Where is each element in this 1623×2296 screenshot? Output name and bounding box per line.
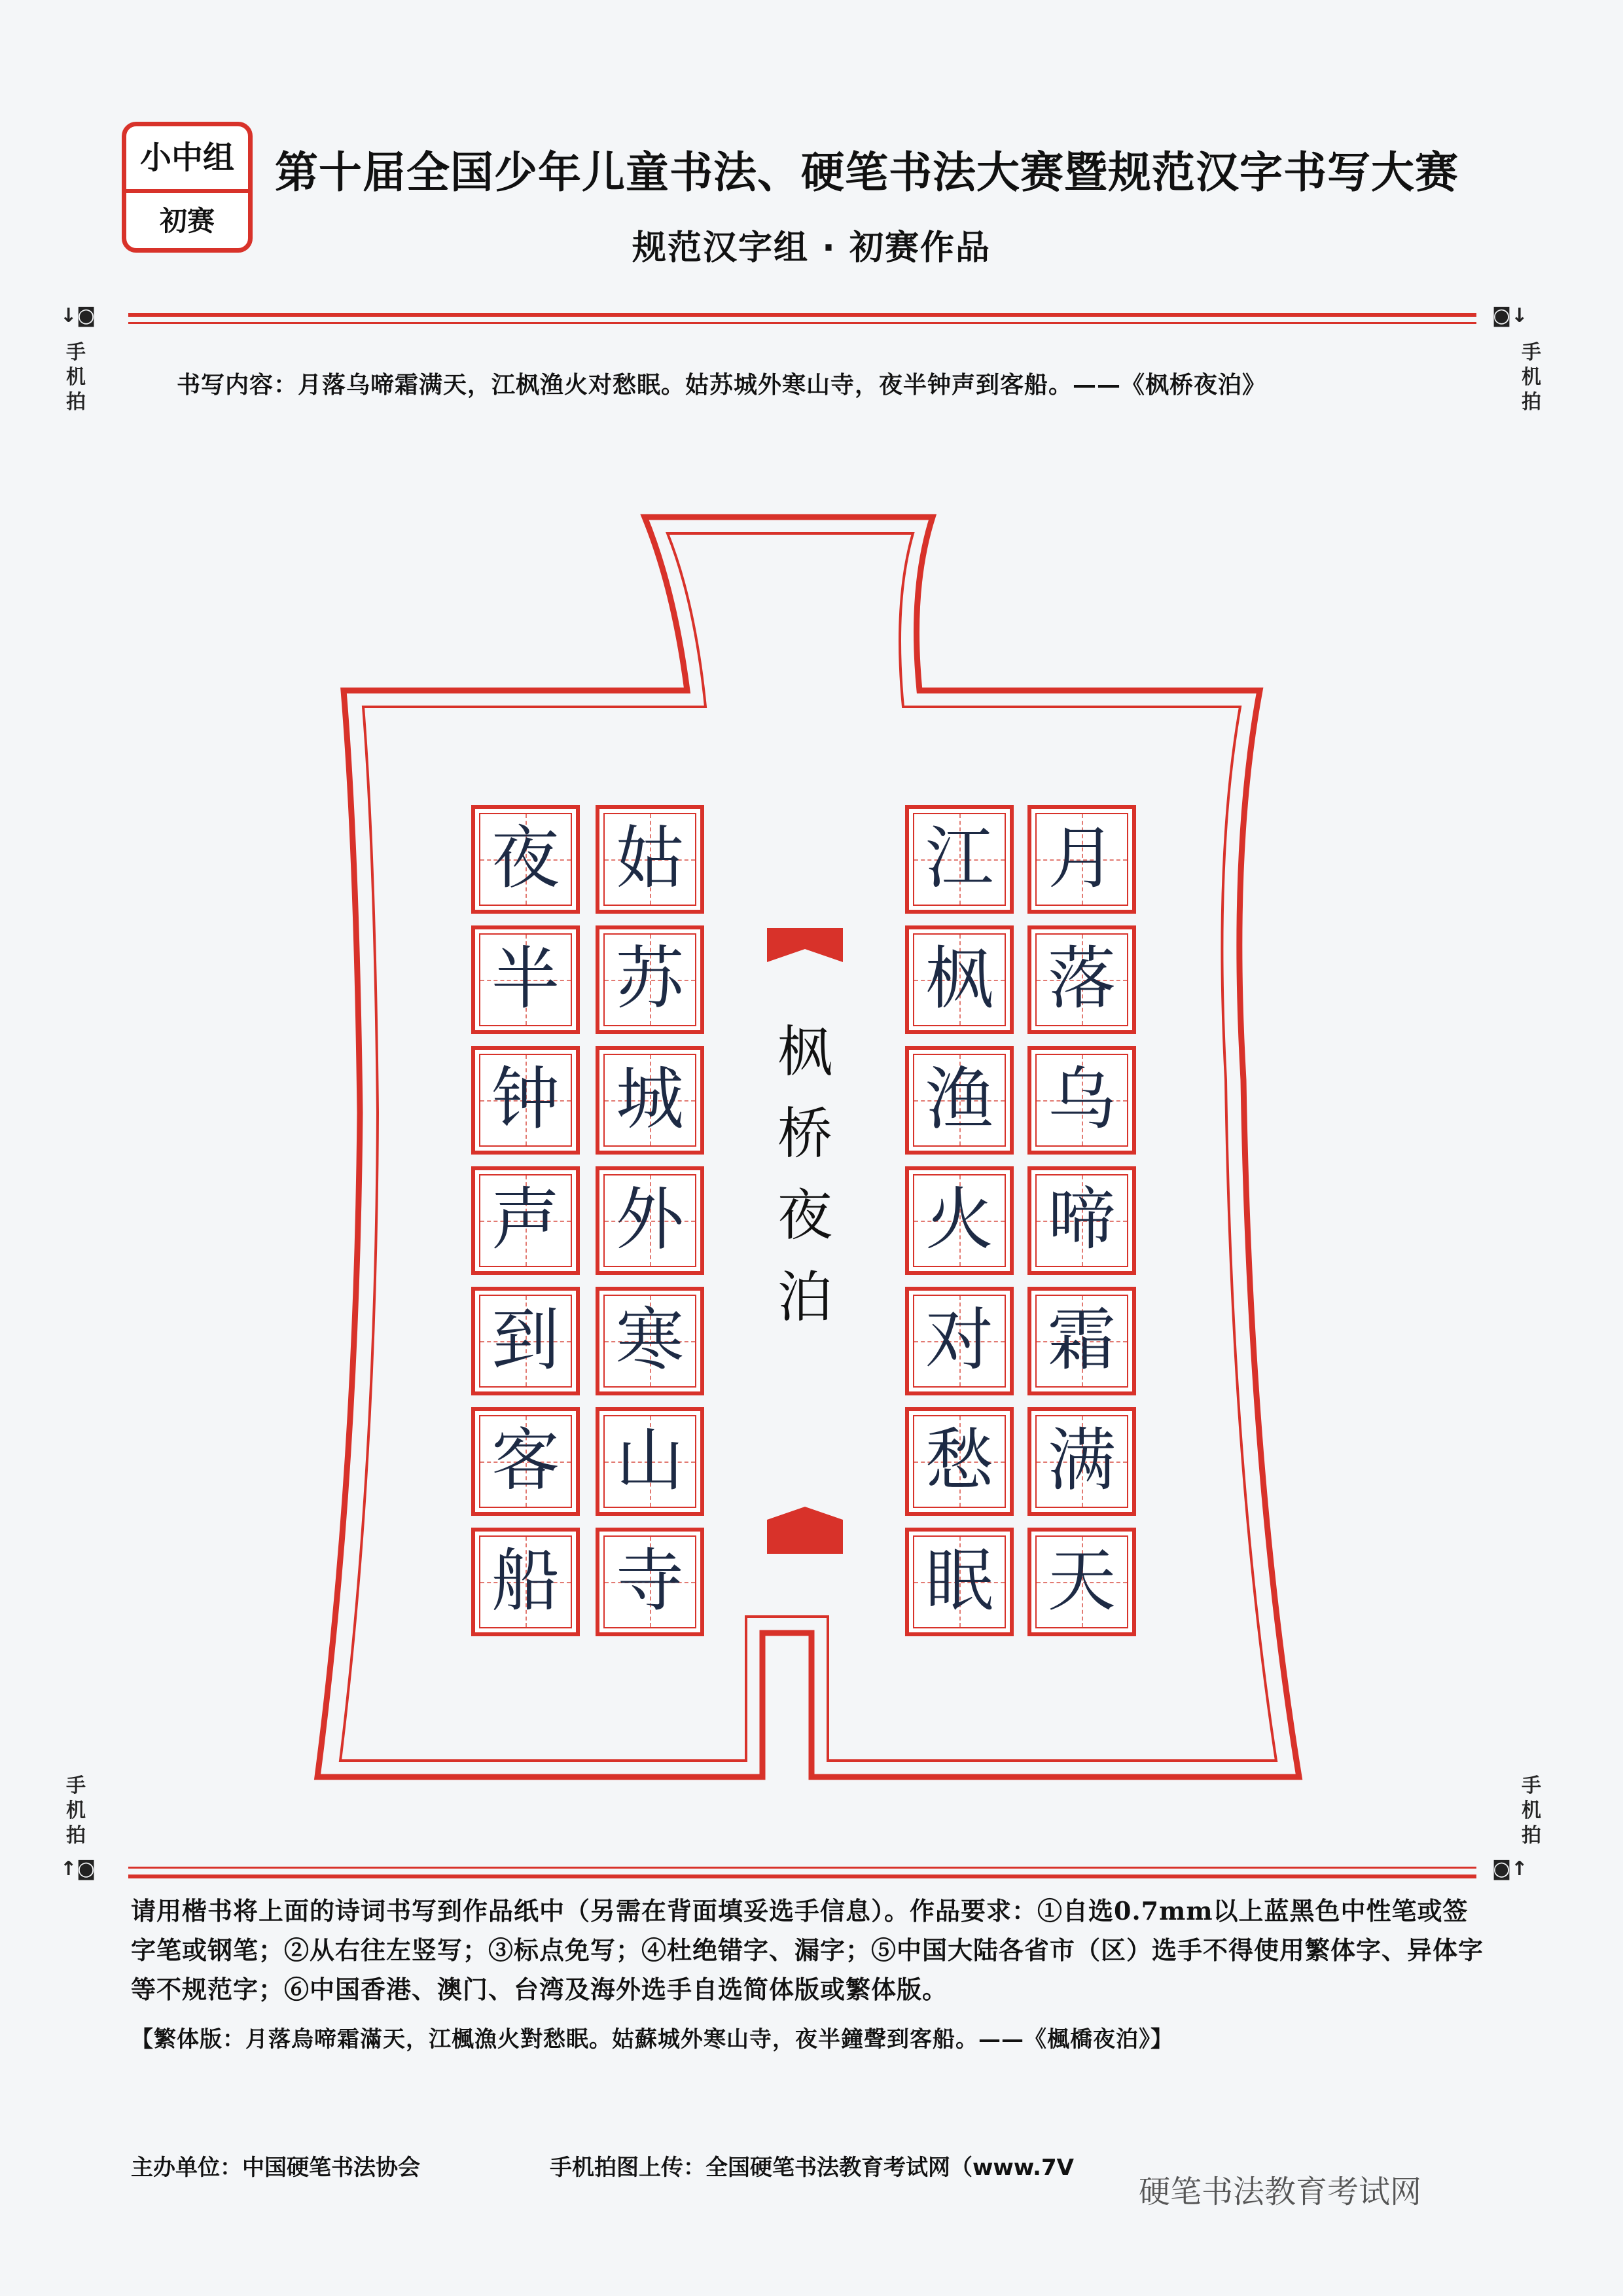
- grid-cell: [905, 1528, 1014, 1636]
- handwritten-char: 火: [925, 1179, 993, 1259]
- stamp-stage-label: 初赛: [159, 205, 215, 237]
- handwritten-char: 寒: [615, 1300, 684, 1380]
- handwritten-char: 声: [491, 1179, 560, 1259]
- handwritten-char: 苏: [615, 939, 684, 1018]
- handwritten-char: 城: [615, 1059, 684, 1139]
- grid-cell: [1027, 1166, 1136, 1275]
- grid-cell: [1027, 1528, 1136, 1636]
- grid-cell: [596, 1528, 704, 1636]
- handwritten-char: 落: [1047, 939, 1116, 1018]
- handwritten-char: 寺: [615, 1541, 684, 1621]
- handwritten-char: 到: [491, 1300, 560, 1380]
- handwritten-char: 姑: [615, 818, 684, 898]
- grid-cell: [905, 1046, 1014, 1155]
- handwritten-char: 愁: [925, 1420, 993, 1500]
- grid-cell: [905, 805, 1014, 914]
- grid-cell: [1027, 1046, 1136, 1155]
- grid-cell: [1027, 1407, 1136, 1516]
- arrow-camera-icon: ↓◙: [60, 304, 96, 327]
- bottom-rule: [128, 1874, 1476, 1878]
- handwritten-char: 月: [1047, 818, 1116, 898]
- handwritten-char: 船: [491, 1541, 560, 1621]
- watermark-text: 硬笔书法教育考试网: [1139, 2174, 1422, 2210]
- grid-cell: [471, 1287, 580, 1395]
- handwritten-char: 满: [1047, 1420, 1116, 1500]
- grid-cell: [596, 1287, 704, 1395]
- handwritten-char: 眠: [925, 1541, 993, 1621]
- handwritten-char: 山: [615, 1420, 684, 1500]
- grid-cell: [471, 925, 580, 1034]
- handwritten-char: 钟: [491, 1059, 560, 1139]
- grid-cell: [596, 1046, 704, 1155]
- upload-text: 手机拍图上传：全国硬笔书法教育考试网（www.7V: [550, 2155, 1074, 2181]
- handwritten-char: 半: [491, 939, 560, 1018]
- side-mark-top-left: 手 机 拍: [66, 341, 86, 414]
- handwritten-char: 天: [1047, 1541, 1116, 1621]
- writing-content-line: 书写内容：月落乌啼霜满天，江枫渔火对愁眠。姑苏城外寒山寺，夜半钟声到客船。——《枫桥夜泊》: [177, 372, 1267, 399]
- grid-cell: [471, 1407, 580, 1516]
- grid-cell: [471, 805, 580, 914]
- title-bracket-bottom: [767, 1507, 843, 1554]
- poem-title-char: 夜: [777, 1183, 832, 1247]
- handwritten-char: 对: [925, 1300, 993, 1380]
- camera-arrow-icon: ◙↓: [1492, 304, 1528, 327]
- grid-cell: [1027, 805, 1136, 914]
- grid-cell: [596, 1407, 704, 1516]
- poem-title-char: 桥: [777, 1102, 832, 1166]
- grid-cell: [905, 1166, 1014, 1275]
- grid-cell: [596, 925, 704, 1034]
- grid-cell: [905, 1407, 1014, 1516]
- organizer-text: 主办单位：中国硬笔书法协会: [131, 2155, 420, 2181]
- arrow-camera-icon: ↑◙: [60, 1857, 96, 1880]
- instructions-text: 请用楷书将上面的诗词书写到作品纸中（另需在背面填妥选手信息）。作品要求：①自选0.7mm以上蓝黑色中性笔或签字笔或钢笔；②从右往左竖写；③标点免写；④杜绝错字、漏字；⑤中国大陆各省市（区）选手不得使用繁体字、异体字等不规范字；⑥中国香港、澳门、台湾及海外选手自选简体版或繁体版。: [131, 1896, 1484, 2004]
- grid-cell: [1027, 1287, 1136, 1395]
- handwritten-char: 客: [491, 1420, 560, 1500]
- handwritten-char: 渔: [925, 1059, 993, 1139]
- grid-cell: [596, 1166, 704, 1275]
- side-mark-bottom-right: 手 机 拍: [1522, 1774, 1541, 1847]
- grid-cell: [471, 1046, 580, 1155]
- handwritten-char: 霜: [1047, 1300, 1116, 1380]
- bottom-rule-thin: [128, 1867, 1476, 1869]
- page-title: 第十届全国少年儿童书法、硬笔书法大赛暨规范汉字书写大赛: [275, 147, 1459, 198]
- poem-title-char: 枫: [777, 1020, 832, 1084]
- title-bracket-top: [767, 928, 843, 962]
- handwritten-char: 外: [615, 1179, 684, 1259]
- side-mark-top-right: 手 机 拍: [1522, 341, 1541, 414]
- traditional-version-text: 【繁体版：月落烏啼霜滿天，江楓漁火對愁眠。姑蘇城外寒山寺，夜半鐘聲到客船。——《楓橋夜泊》】: [131, 2026, 1173, 2053]
- handwritten-char: 江: [925, 818, 993, 898]
- grid-cell: [905, 925, 1014, 1034]
- poem-title-char: 泊: [777, 1265, 832, 1329]
- handwritten-char: 乌: [1047, 1059, 1116, 1139]
- grid-cell: [1027, 925, 1136, 1034]
- page-subtitle: 规范汉字组 · 初赛作品: [632, 228, 991, 268]
- stamp-group-label: 小中组: [139, 139, 234, 176]
- side-mark-bottom-left: 手 机 拍: [66, 1774, 86, 1847]
- grid-cell: [596, 805, 704, 914]
- handwritten-char: 啼: [1047, 1179, 1116, 1259]
- grid-cell: [471, 1528, 580, 1636]
- grid-cell: [905, 1287, 1014, 1395]
- grid-cell: [471, 1166, 580, 1275]
- camera-arrow-icon: ◙↑: [1492, 1857, 1528, 1880]
- handwritten-char: 夜: [491, 818, 560, 898]
- handwritten-char: 枫: [925, 939, 993, 1018]
